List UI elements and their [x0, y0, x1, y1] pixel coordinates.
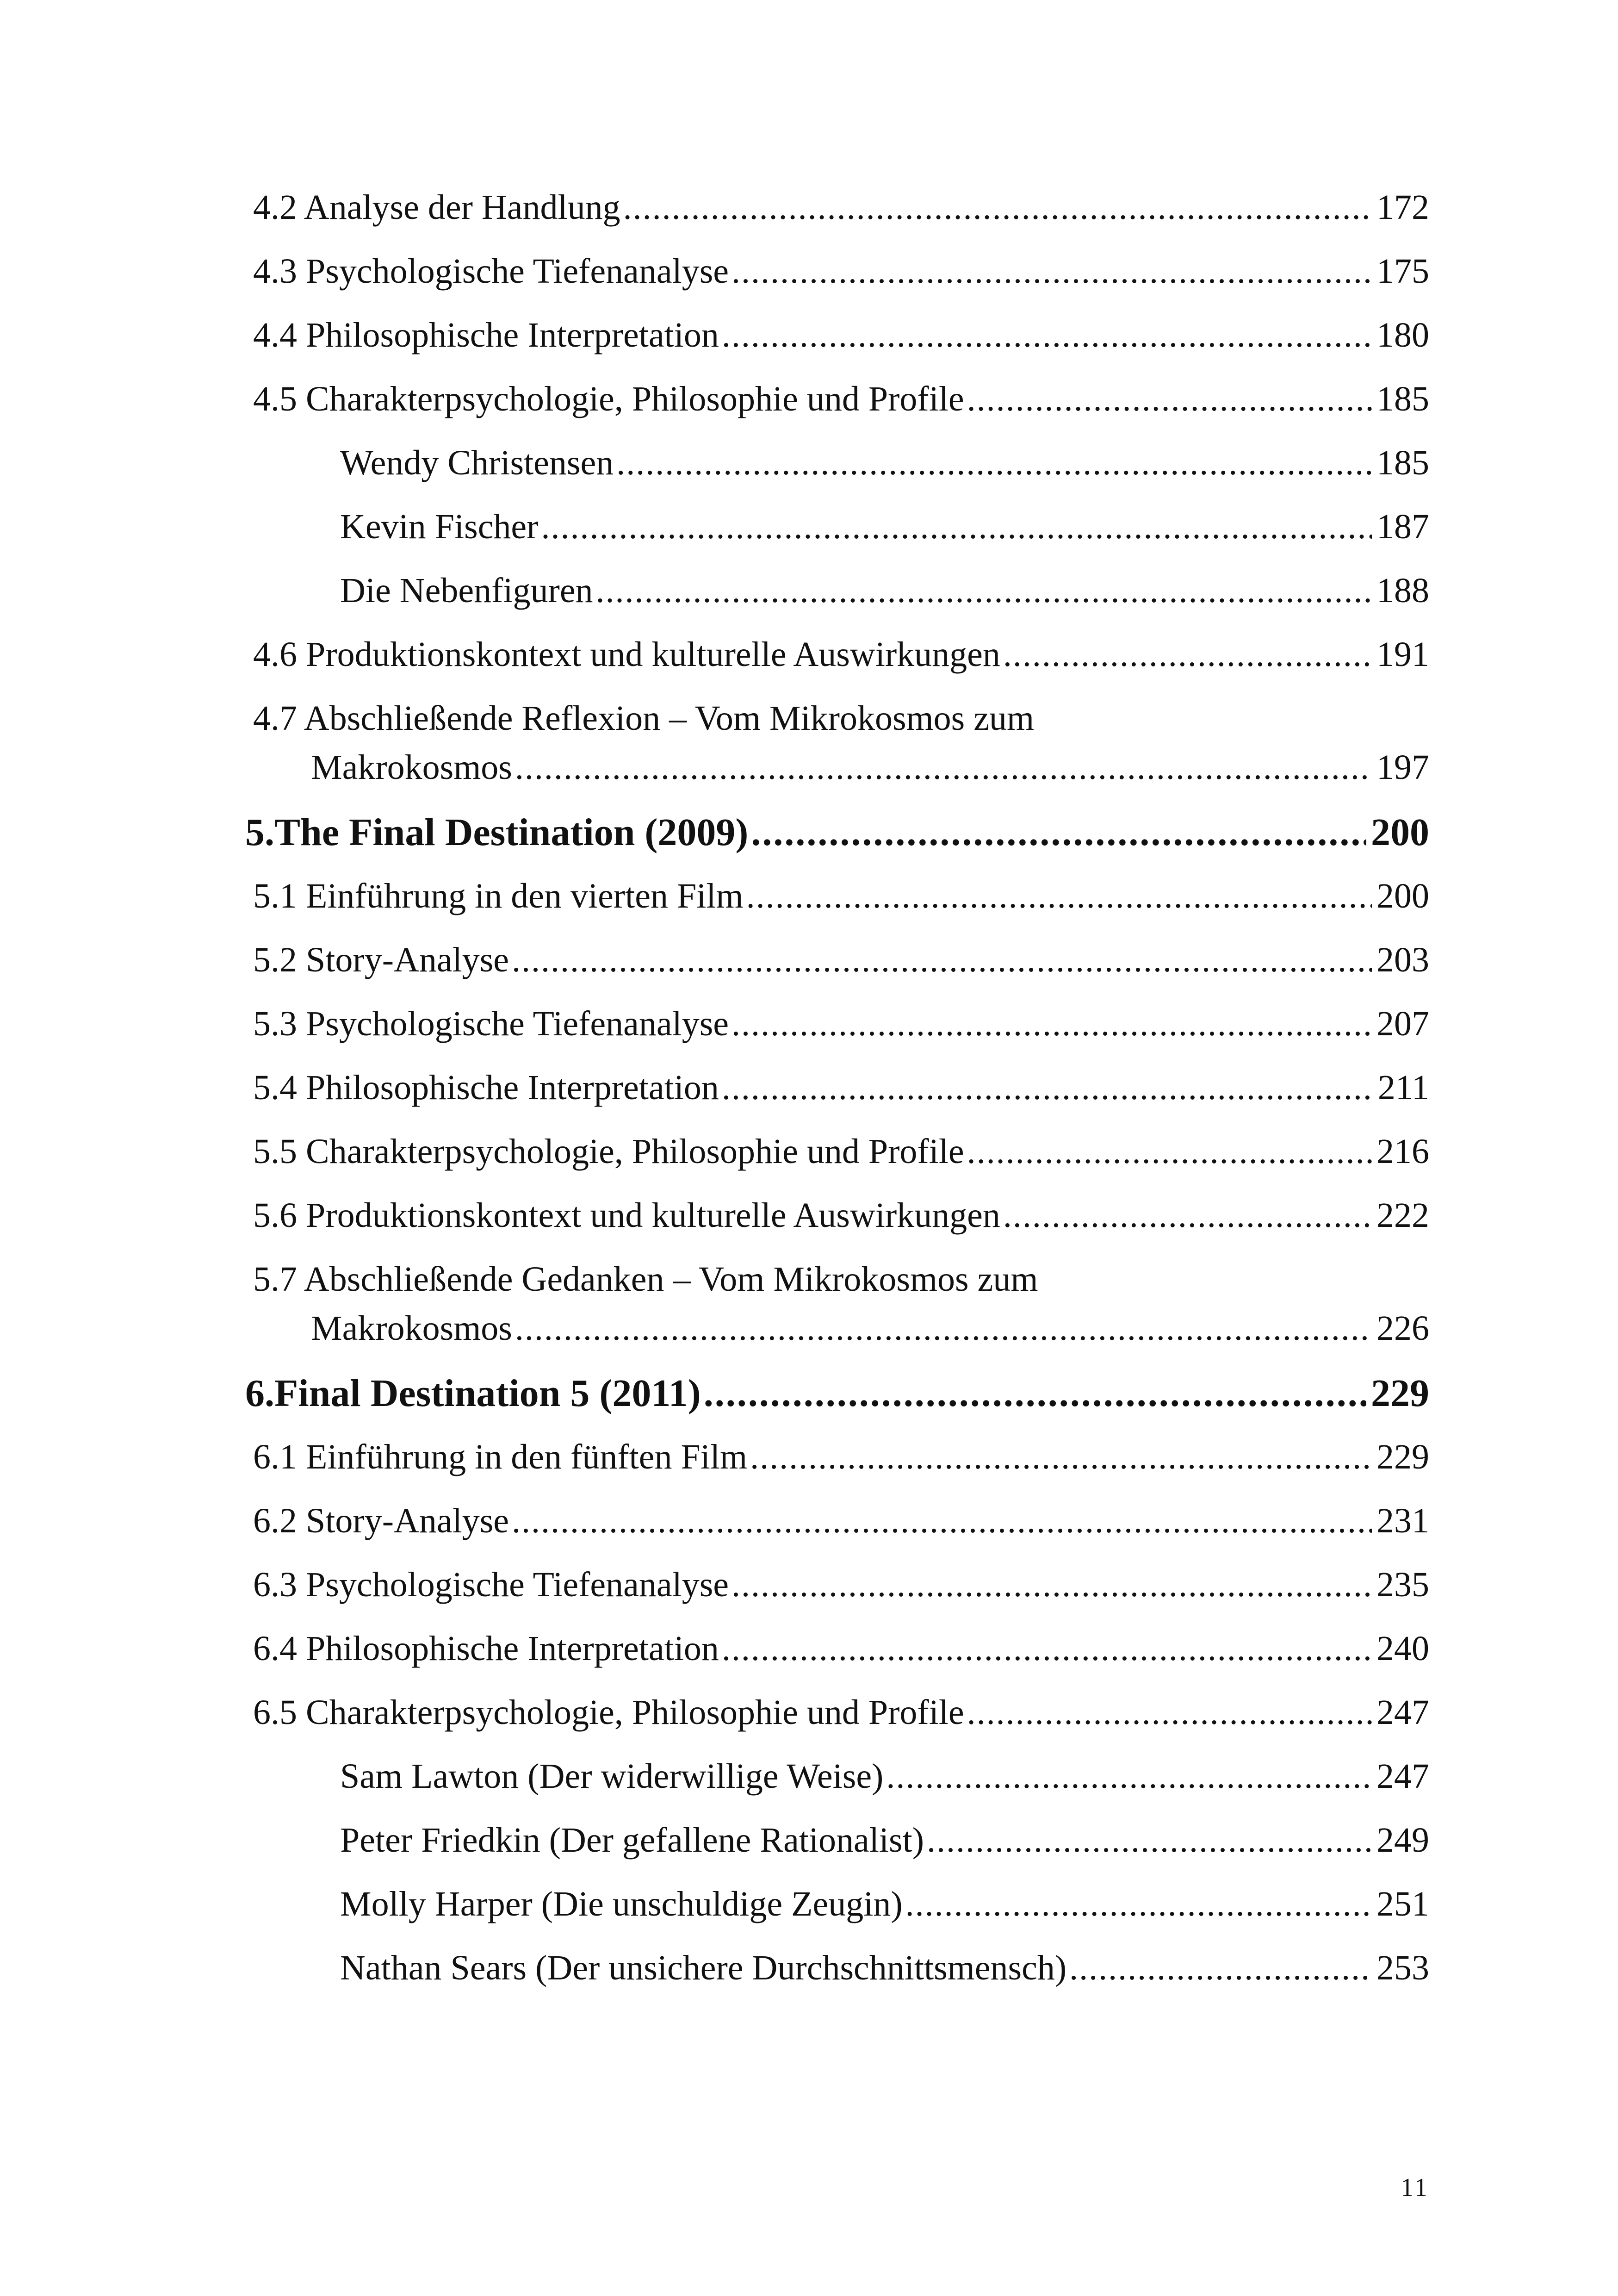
dot-leader — [704, 1371, 1366, 1416]
chapter-title: The Final Destination (2009) — [274, 811, 749, 854]
toc-entry-page: 188 — [1376, 571, 1429, 610]
toc-entry-page: 185 — [1376, 380, 1429, 418]
toc-entry-page: 231 — [1376, 1501, 1429, 1540]
toc-entry-page: 211 — [1377, 1068, 1429, 1107]
dot-leader — [1003, 1195, 1372, 1236]
toc-chapter-entry[interactable] — [245, 810, 1429, 855]
toc-entry-page: 251 — [1376, 1885, 1429, 1923]
toc-entry-title: 5.4 Philosophische Interpretation — [253, 1068, 719, 1107]
toc-entry-title-line1[interactable]: 5.7 Abschließende Gedanken – Vom Mikrokosmos zum — [253, 1260, 1038, 1299]
chapter-number: 5. — [245, 811, 274, 854]
dot-leader — [886, 1756, 1372, 1797]
toc-entry-page: 253 — [1376, 1948, 1429, 1987]
dot-leader — [1003, 635, 1372, 675]
chapter-number: 6. — [245, 1372, 274, 1415]
toc-entry[interactable] — [340, 571, 1429, 611]
toc-entry-page: 200 — [1376, 877, 1429, 915]
toc-entry[interactable] — [253, 1195, 1429, 1236]
toc-entry-page: 247 — [1376, 1757, 1429, 1796]
toc-entry-title: 4.5 Charakterpsychologie, Philosophie und Profile — [253, 380, 964, 418]
toc-entry-page: 229 — [1376, 1437, 1429, 1476]
dot-leader — [1069, 1948, 1372, 1988]
toc-entry-title: Peter Friedkin (Der gefallene Rationalist) — [340, 1821, 924, 1860]
toc-entry[interactable] — [253, 1692, 1429, 1733]
toc-entry-page: 203 — [1376, 940, 1429, 979]
toc-entry-title: Sam Lawton (Der widerwillige Weise) — [340, 1757, 884, 1796]
toc-entry-title: Nathan Sears (Der unsichere Durchschnittsmensch) — [340, 1948, 1067, 1987]
dot-leader — [722, 315, 1372, 355]
toc-entry[interactable] — [340, 443, 1429, 483]
toc-entry-page: 222 — [1376, 1196, 1429, 1235]
toc-entry[interactable] — [253, 1004, 1429, 1044]
toc-entry[interactable] — [253, 1629, 1429, 1669]
toc-entry-page: 180 — [1376, 316, 1429, 355]
toc-entry-page: 187 — [1376, 507, 1429, 546]
toc-entry[interactable] — [340, 507, 1429, 547]
page-number: 11 — [1401, 2173, 1429, 2202]
toc-entry[interactable] — [253, 187, 1429, 228]
toc-entry[interactable] — [253, 1501, 1429, 1541]
toc-entry-page: 197 — [1376, 748, 1429, 787]
toc-chapter-entry[interactable] — [245, 1371, 1429, 1416]
toc-entry[interactable] — [253, 635, 1429, 675]
toc-entry-title: 6.2 Story-Analyse — [253, 1501, 509, 1540]
toc-entry[interactable] — [340, 1820, 1429, 1860]
dot-leader — [751, 810, 1366, 855]
toc-entry-title: Kevin Fischer — [340, 507, 539, 546]
dot-leader — [515, 747, 1372, 788]
dot-leader — [732, 1565, 1372, 1605]
dot-leader — [722, 1068, 1373, 1108]
toc-entry[interactable] — [253, 251, 1429, 292]
toc-entry[interactable] — [253, 940, 1429, 980]
toc-entry[interactable] — [311, 1308, 1429, 1349]
toc-entry-title: 5.5 Charakterpsychologie, Philosophie und Profile — [253, 1132, 964, 1171]
toc-entry-title: Die Nebenfiguren — [340, 571, 593, 610]
toc-entry[interactable] — [340, 1948, 1429, 1988]
dot-leader — [732, 251, 1372, 292]
toc-entry-page: 229 — [1371, 1372, 1429, 1415]
dot-leader — [732, 1004, 1372, 1044]
toc-entry-title: 6.3 Psychologische Tiefenanalyse — [253, 1565, 729, 1604]
toc-entry-title: 4.2 Analyse der Handlung — [253, 188, 620, 227]
toc-entry-title: 6.5 Charakterpsychologie, Philosophie und Profile — [253, 1693, 964, 1732]
toc-entry[interactable] — [253, 379, 1429, 419]
toc-entry-title: 5.2 Story-Analyse — [253, 940, 509, 979]
chapter-title: Final Destination 5 (2011) — [274, 1372, 701, 1415]
toc-entry-page: 191 — [1376, 635, 1429, 674]
toc-entry-page: 185 — [1376, 443, 1429, 482]
toc-entry-title: Molly Harper (Die unschuldige Zeugin) — [340, 1885, 903, 1923]
dot-leader — [967, 1132, 1372, 1172]
toc-entry-title: 5.1 Einführung in den vierten Film — [253, 877, 744, 915]
toc-entry-title: Wendy Christensen — [340, 443, 614, 482]
toc-entry[interactable] — [253, 315, 1429, 355]
toc-entry[interactable] — [340, 1756, 1429, 1797]
toc-entry-page: 216 — [1376, 1132, 1429, 1171]
dot-leader — [927, 1820, 1372, 1860]
dot-leader — [967, 379, 1372, 419]
toc-entry-title: 6.4 Philosophische Interpretation — [253, 1629, 719, 1668]
dot-leader — [596, 571, 1372, 611]
dot-leader — [905, 1884, 1372, 1924]
toc-entry[interactable] — [311, 747, 1429, 788]
toc-entry[interactable] — [253, 1132, 1429, 1172]
dot-leader — [541, 507, 1372, 547]
dot-leader — [750, 1437, 1372, 1477]
toc-entry-title: 4.6 Produktionskontext und kulturelle Auswirkungen — [253, 635, 1000, 674]
toc-entry[interactable] — [340, 1884, 1429, 1924]
toc-entry-title: 5.6 Produktionskontext und kulturelle Auswirkungen — [253, 1196, 1000, 1235]
toc-entry-title: 4.3 Psychologische Tiefenanalyse — [253, 252, 729, 291]
toc-entry-page: 240 — [1376, 1629, 1429, 1668]
toc-entry[interactable] — [253, 1437, 1429, 1477]
toc-entry-page: 226 — [1376, 1309, 1429, 1348]
toc-entry-title: 5.3 Psychologische Tiefenanalyse — [253, 1004, 729, 1043]
toc-entry-page: 200 — [1371, 811, 1429, 854]
toc-entry-title-line2: Makrokosmos — [311, 1309, 512, 1348]
dot-leader — [967, 1692, 1372, 1733]
toc-entry-title-line2: Makrokosmos — [311, 748, 512, 787]
dot-leader — [623, 187, 1372, 228]
toc-entry[interactable] — [253, 1565, 1429, 1605]
dot-leader — [512, 1501, 1372, 1541]
toc-entry-title: 4.4 Philosophische Interpretation — [253, 316, 719, 355]
dot-leader — [746, 876, 1372, 916]
toc-entry-page: 172 — [1376, 188, 1429, 227]
toc-entry[interactable] — [253, 876, 1429, 916]
toc-entry-title-line1[interactable]: 4.7 Abschließende Reflexion – Vom Mikrokosmos zum — [253, 699, 1035, 738]
dot-leader — [512, 940, 1372, 980]
toc-entry-title: 6.1 Einführung in den fünften Film — [253, 1437, 748, 1476]
dot-leader — [616, 443, 1372, 483]
toc-entry-page: 235 — [1376, 1565, 1429, 1604]
toc-entry-page: 175 — [1376, 252, 1429, 291]
dot-leader — [515, 1308, 1372, 1349]
toc-entry[interactable] — [253, 1068, 1429, 1108]
toc-entry-page: 249 — [1376, 1821, 1429, 1860]
toc-entry-page: 247 — [1376, 1693, 1429, 1732]
toc-entry-page: 207 — [1376, 1004, 1429, 1043]
dot-leader — [722, 1629, 1372, 1669]
